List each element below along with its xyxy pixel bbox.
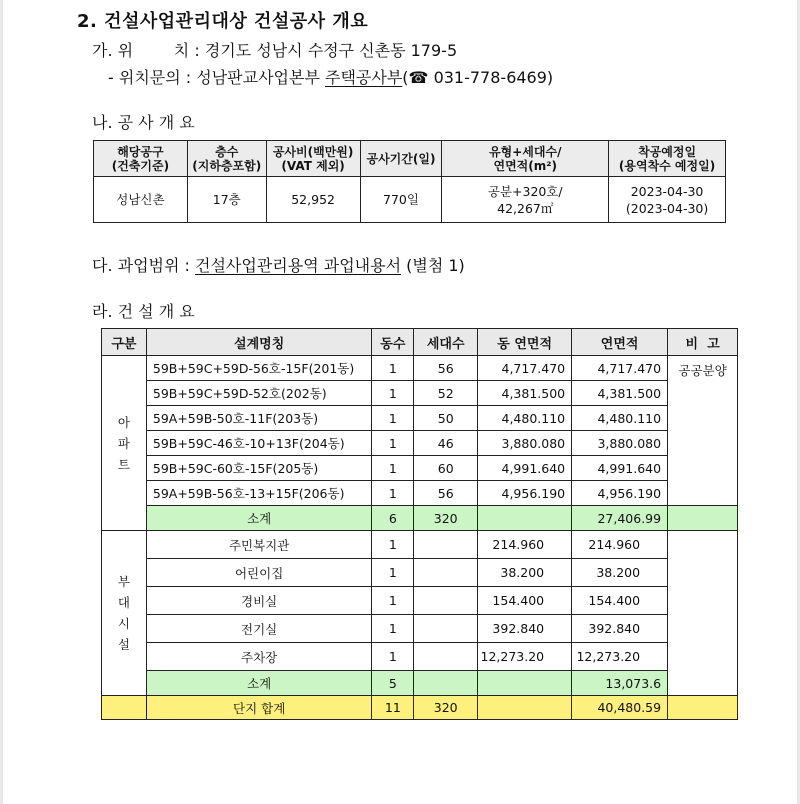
- apt-area: 4,717.470: [572, 356, 668, 381]
- overview-heading: 나. 공 사 개 요: [92, 113, 195, 132]
- aux-name: 전기실: [146, 615, 372, 643]
- aux-row: [102, 531, 738, 559]
- cell-duration: 770일: [360, 177, 442, 223]
- inquiry-label: - 위치문의: [108, 68, 181, 87]
- aux-count: 1: [372, 531, 414, 559]
- aux-group-label: 부 대 시 설: [102, 531, 147, 696]
- aux-subtotal-area: 13,073.6: [572, 671, 668, 696]
- apt-building-area: 3,880.080: [478, 431, 572, 456]
- aux-area: 154.400: [572, 587, 668, 615]
- apt-name: 59A+59B-56호-13+15F(206동): [146, 481, 372, 506]
- outline-table: [101, 328, 738, 720]
- apt-row: [102, 406, 738, 431]
- apt-name: 59B+59C+59D-52호(202동): [146, 381, 372, 406]
- phone-icon: ☎: [408, 68, 429, 87]
- apt-row: [102, 456, 738, 481]
- header-building-area: 동 연면적: [478, 329, 572, 356]
- apt-subtotal-units: 320: [414, 506, 478, 531]
- apt-area: 4,991.640: [572, 456, 668, 481]
- apt-subtotal-count: 6: [372, 506, 414, 531]
- page-edge-left: [0, 0, 3, 804]
- aux-area: 392.840: [572, 615, 668, 643]
- apt-building-area: 4,480.110: [478, 406, 572, 431]
- outline-header-row: [102, 329, 738, 356]
- inquiry-phone: 031-778-6469: [433, 68, 547, 87]
- aux-subtotal-row: [102, 671, 738, 696]
- inquiry-line: - 위치문의 : 성남판교사업본부 주택공사부(☎ 031-778-6469): [108, 68, 554, 87]
- apt-count: 1: [372, 456, 414, 481]
- aux-count: 1: [372, 587, 414, 615]
- overview-header-row: [94, 141, 726, 177]
- apt-units: 52: [414, 381, 478, 406]
- cell-cost: 52,952: [266, 177, 360, 223]
- aux-row: [102, 643, 738, 671]
- scope-suffix: (별첨 1): [401, 256, 465, 275]
- apt-subtotal-row: [102, 506, 738, 531]
- scope-line: [92, 253, 465, 276]
- apt-building-area: 4,991.640: [478, 456, 572, 481]
- aux-remark: [668, 531, 738, 696]
- aux-count: 1: [372, 615, 414, 643]
- grand-total-count: 11: [372, 696, 414, 720]
- apt-count: 1: [372, 406, 414, 431]
- apt-group-label: 아 파 트: [102, 356, 147, 531]
- aux-row: [102, 559, 738, 587]
- aux-building-area: 38.200: [478, 559, 572, 587]
- apt-name: 59B+59C-46호-10+13F(204동): [146, 431, 372, 456]
- header-design-name: 설계명칭: [146, 329, 372, 356]
- aux-building-area: 154.400: [478, 587, 572, 615]
- header-remarks: 비 고: [668, 329, 738, 356]
- apt-units: 56: [414, 481, 478, 506]
- location-line: 가. 위 치 : 경기도 성남시 수정구 신촌동 179-5: [92, 41, 458, 60]
- header-type: 유형+세대수/ 연면적(m²): [442, 141, 609, 177]
- apt-row: [102, 431, 738, 456]
- header-cost: 공사비(백만원) (VAT 제외): [266, 141, 360, 177]
- overview-table: [93, 140, 726, 223]
- apt-row: [102, 481, 738, 506]
- apt-count: 1: [372, 356, 414, 381]
- aux-area: 12,273.20: [572, 643, 668, 671]
- aux-name: 경비실: [146, 587, 372, 615]
- cell-start: 2023-04-30 (2023-04-30): [609, 177, 726, 223]
- apt-subtotal-area: 27,406.99: [572, 506, 668, 531]
- apt-building-area: 4,717.470: [478, 356, 572, 381]
- grand-total-units: 320: [414, 696, 478, 720]
- apt-row: [102, 356, 738, 381]
- apt-building-area: 4,381.500: [478, 381, 572, 406]
- scope-label: 다. 과업범위 :: [92, 256, 196, 275]
- grand-total-row: [102, 696, 738, 720]
- aux-building-area: 392.840: [478, 615, 572, 643]
- apt-area: 4,381.500: [572, 381, 668, 406]
- apt-units: 56: [414, 356, 478, 381]
- apt-row: [102, 381, 738, 406]
- aux-area: 214.960: [572, 531, 668, 559]
- aux-row: [102, 615, 738, 643]
- aux-area: 38.200: [572, 559, 668, 587]
- apt-subtotal-label: 소계: [146, 506, 372, 531]
- apt-name: 59B+59C+59D-56호-15F(201동): [146, 356, 372, 381]
- location-value: 경기도 성남시 수정구 신촌동 179-5: [204, 41, 458, 60]
- aux-name: 어린이집: [146, 559, 372, 587]
- aux-name: 주차장: [146, 643, 372, 671]
- grand-total-area: 40,480.59: [572, 696, 668, 720]
- aux-building-area: 12,273.20: [478, 643, 572, 671]
- apt-count: 1: [372, 381, 414, 406]
- apt-name: 59B+59C-60호-15F(205동): [146, 456, 372, 481]
- location-label: 가. 위 치: [92, 41, 190, 60]
- apt-count: 1: [372, 431, 414, 456]
- aux-count: 1: [372, 643, 414, 671]
- inquiry-org: 성남판교사업본부: [196, 68, 325, 87]
- header-total-area: 연면적: [572, 329, 668, 356]
- aux-subtotal-label: 소계: [146, 671, 372, 696]
- apt-area: 4,956.190: [572, 481, 668, 506]
- apt-units: 50: [414, 406, 478, 431]
- aux-subtotal-count: 5: [372, 671, 414, 696]
- aux-building-area: 214.960: [478, 531, 572, 559]
- header-district: 해당공구 (건축기준): [94, 141, 188, 177]
- apt-name: 59A+59B-50호-11F(203동): [146, 406, 372, 431]
- aux-row: [102, 587, 738, 615]
- inquiry-dept: 주택공사부: [325, 68, 403, 87]
- cell-district: 성남신촌: [94, 177, 188, 223]
- apt-building-area: 4,956.190: [478, 481, 572, 506]
- header-building-count: 동수: [372, 329, 414, 356]
- outline-heading: 라. 건 설 개 요: [92, 302, 195, 321]
- cell-type: 공분+320호/ 42,267㎡: [442, 177, 609, 223]
- apt-units: 60: [414, 456, 478, 481]
- header-units: 세대수: [414, 329, 478, 356]
- header-duration: 공사기간(일): [360, 141, 442, 177]
- section-title: 2. 건설사업관리대상 건설공사 개요: [77, 11, 369, 32]
- apt-count: 1: [372, 481, 414, 506]
- cell-floors: 17층: [187, 177, 266, 223]
- apt-remark: 공공분양: [668, 356, 738, 506]
- scope-value: 건설사업관리용역 과업내용서: [195, 256, 402, 275]
- aux-count: 1: [372, 559, 414, 587]
- aux-name: 주민복지관: [146, 531, 372, 559]
- header-start: 착공예정일 (용역착수 예정일): [609, 141, 726, 177]
- apt-area: 3,880.080: [572, 431, 668, 456]
- header-floors: 층수 (지하층포함): [187, 141, 266, 177]
- grand-total-label: 단지 합계: [146, 696, 372, 720]
- apt-area: 4,480.110: [572, 406, 668, 431]
- apt-units: 46: [414, 431, 478, 456]
- header-category: 구분: [102, 329, 147, 356]
- overview-data-row: [94, 177, 726, 223]
